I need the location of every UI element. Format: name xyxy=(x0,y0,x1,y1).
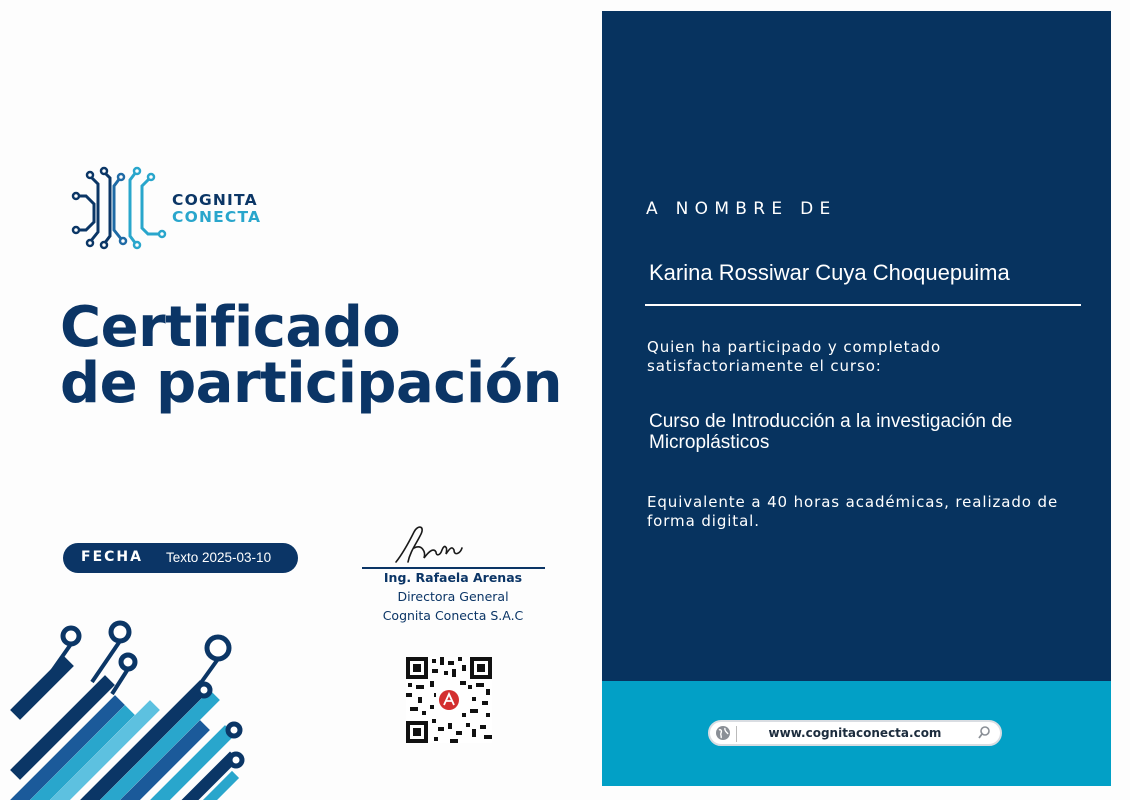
brand-line-1: COGNITA xyxy=(172,191,258,209)
signature-image xyxy=(390,522,470,568)
signature-line xyxy=(362,567,545,569)
hours-text: Equivalente a 40 horas académicas, realizado de forma digital. xyxy=(647,493,1059,530)
website-url: www.cognitaconecta.com xyxy=(768,726,942,740)
signer-organization: Cognita Conecta S.A.C xyxy=(382,608,524,623)
circuit-decoration xyxy=(0,610,260,800)
qr-code-icon xyxy=(406,657,492,743)
recipient-heading: A NOMBRE DE xyxy=(646,199,837,219)
course-title: Curso de Introducción a la investigación de Microplásticos xyxy=(649,411,1013,453)
recipient-panel xyxy=(602,11,1111,786)
date-value: Texto 2025-03-10 xyxy=(166,550,272,565)
title-line-2: de participación xyxy=(60,351,563,416)
recipient-name: Karina Rossiwar Cuya Choquepuima xyxy=(649,260,1010,285)
certificate-title xyxy=(60,295,590,416)
signature-block xyxy=(360,520,546,630)
participation-text: Quien ha participado y completado satisfactoriamente el curso: xyxy=(647,338,942,375)
signer-role: Directora General xyxy=(397,589,509,604)
website-bar xyxy=(708,720,1002,746)
brand-line-2: CONECTA xyxy=(172,208,262,226)
date-label: FECHA xyxy=(81,549,143,565)
search-icon xyxy=(976,725,992,741)
brand-name xyxy=(172,192,261,226)
title-line-1: Certificado xyxy=(60,295,401,360)
url-separator xyxy=(736,726,737,742)
recipient-underline xyxy=(645,304,1081,306)
globe-icon xyxy=(715,725,731,741)
signer-name: Ing. Rafaela Arenas xyxy=(383,570,523,585)
date-badge xyxy=(63,543,298,573)
